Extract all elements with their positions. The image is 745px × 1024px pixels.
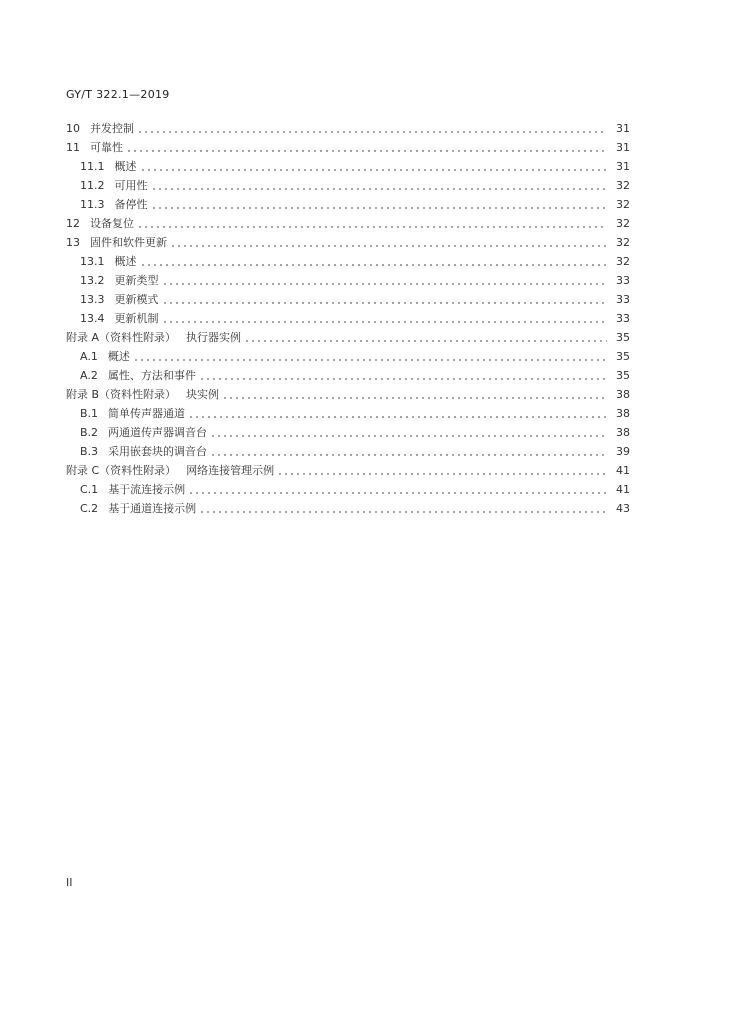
- dot-leader: [199, 511, 607, 513]
- toc-entry-title: 更新机制: [114, 312, 159, 325]
- dot-leader: [199, 378, 607, 380]
- toc-entry-title: 概述: [114, 160, 137, 173]
- toc-entry[interactable]: [66, 155, 630, 174]
- dot-leader: [244, 340, 607, 342]
- toc-entry-number: 12: [66, 217, 80, 230]
- toc-entry-page: 35: [616, 331, 630, 344]
- toc-entry-page: 35: [616, 369, 630, 382]
- toc-entry-page: 31: [616, 122, 630, 135]
- dot-leader: [188, 492, 607, 494]
- dot-leader: [140, 264, 608, 266]
- dot-leader: [162, 321, 608, 323]
- toc-entry-number: C.2: [80, 502, 99, 515]
- toc-entry[interactable]: [66, 212, 630, 231]
- toc-entry-page: 33: [616, 312, 630, 325]
- dot-leader: [137, 131, 607, 133]
- toc-entry-page: 38: [616, 426, 630, 439]
- toc-entry-number: C.1: [80, 483, 99, 496]
- toc-entry-page: 32: [616, 217, 630, 230]
- toc-entry-page: 35: [616, 350, 630, 363]
- toc-entry[interactable]: [66, 269, 630, 288]
- toc-entry[interactable]: [66, 364, 630, 383]
- toc-entry-title: 块实例: [186, 388, 220, 401]
- dot-leader: [210, 454, 607, 456]
- toc-entry-number: 13.2: [80, 274, 105, 287]
- toc-entry[interactable]: [66, 497, 630, 516]
- toc-entry[interactable]: [66, 326, 630, 345]
- toc-entry-title: 属性、方法和事件: [107, 369, 196, 382]
- toc-entry-title: 网络连接管理示例: [186, 464, 275, 477]
- toc-entry-page: 33: [616, 293, 630, 306]
- toc-entry-number: 13: [66, 236, 80, 249]
- toc-entry[interactable]: [66, 174, 630, 193]
- toc-entry[interactable]: [66, 250, 630, 269]
- toc-entry-title: 执行器实例: [186, 331, 242, 344]
- toc-entry-title: 设备复位: [90, 217, 134, 230]
- toc-entry-number: 13.3: [80, 293, 105, 306]
- toc-entry-number: 11: [66, 141, 80, 154]
- toc-entry-page: 31: [616, 141, 630, 154]
- toc-entry-number: 附录 A（资料性附录）: [66, 331, 177, 344]
- dot-leader: [137, 226, 607, 228]
- toc-entry[interactable]: [66, 136, 630, 155]
- toc-entry-page: 38: [616, 388, 630, 401]
- document-code: GY/T 322.1—2019: [66, 88, 170, 101]
- toc-entry[interactable]: [66, 345, 630, 364]
- toc-entry-page: 32: [616, 236, 630, 249]
- toc-entry-number: 附录 B（资料性附录）: [66, 388, 177, 401]
- toc-entry[interactable]: [66, 402, 630, 421]
- toc-entry-number: A.2: [80, 369, 98, 382]
- toc-entry-title: 基于通道连接示例: [108, 502, 197, 515]
- dot-leader: [210, 435, 607, 437]
- toc-entry[interactable]: [66, 440, 630, 459]
- toc-entry-title: 基于流连接示例: [108, 483, 186, 496]
- dot-leader: [170, 245, 607, 247]
- dot-leader: [222, 397, 607, 399]
- toc-entry-number: 附录 C（资料性附录）: [66, 464, 177, 477]
- dot-leader: [162, 302, 608, 304]
- toc-entry-number: 13.4: [80, 312, 105, 325]
- toc-entry-number: A.1: [80, 350, 98, 363]
- toc-entry[interactable]: [66, 307, 630, 326]
- dot-leader: [133, 359, 607, 361]
- toc-entry-title: 并发控制: [90, 122, 134, 135]
- toc-entry-page: 31: [616, 160, 630, 173]
- toc-entry[interactable]: [66, 117, 630, 136]
- toc-entry-title: 概述: [107, 350, 130, 363]
- table-of-contents: [66, 117, 630, 516]
- dot-leader: [151, 207, 608, 209]
- toc-entry-page: 41: [616, 464, 630, 477]
- toc-entry-page: 32: [616, 255, 630, 268]
- dot-leader: [277, 473, 607, 475]
- toc-entry[interactable]: [66, 288, 630, 307]
- toc-entry-title: 更新类型: [114, 274, 159, 287]
- dot-leader: [151, 188, 608, 190]
- toc-entry-number: 11.2: [80, 179, 105, 192]
- page-number: II: [66, 876, 73, 889]
- toc-entry-title: 更新模式: [114, 293, 159, 306]
- toc-entry-number: 11.1: [80, 160, 105, 173]
- dot-leader: [140, 169, 608, 171]
- dot-leader: [188, 416, 607, 418]
- toc-entry-title: 固件和软件更新: [90, 236, 167, 249]
- toc-entry[interactable]: [66, 421, 630, 440]
- toc-entry-page: 43: [616, 502, 630, 515]
- toc-entry-title: 两通道传声器调音台: [108, 426, 208, 439]
- toc-entry-page: 41: [616, 483, 630, 496]
- toc-entry[interactable]: [66, 193, 630, 212]
- toc-entry-title: 采用嵌套块的调音台: [108, 445, 208, 458]
- toc-entry-number: 11.3: [80, 198, 105, 211]
- toc-entry-page: 38: [616, 407, 630, 420]
- toc-entry-title: 备停性: [114, 198, 148, 211]
- toc-entry[interactable]: [66, 231, 630, 250]
- toc-entry-number: 10: [66, 122, 80, 135]
- toc-entry-page: 32: [616, 198, 630, 211]
- dot-leader: [162, 283, 608, 285]
- toc-entry-title: 可靠性: [90, 141, 123, 154]
- toc-entry-page: 39: [616, 445, 630, 458]
- toc-entry[interactable]: [66, 383, 630, 402]
- toc-entry-title: 概述: [114, 255, 137, 268]
- toc-entry-number: B.2: [80, 426, 99, 439]
- toc-entry[interactable]: [66, 478, 630, 497]
- toc-entry-page: 33: [616, 274, 630, 287]
- toc-entry[interactable]: [66, 459, 630, 478]
- toc-entry-number: 13.1: [80, 255, 105, 268]
- toc-entry-number: B.1: [80, 407, 99, 420]
- toc-entry-page: 32: [616, 179, 630, 192]
- toc-entry-title: 简单传声器通道: [108, 407, 186, 420]
- dot-leader: [126, 150, 607, 152]
- toc-entry-number: B.3: [80, 445, 99, 458]
- toc-entry-title: 可用性: [114, 179, 148, 192]
